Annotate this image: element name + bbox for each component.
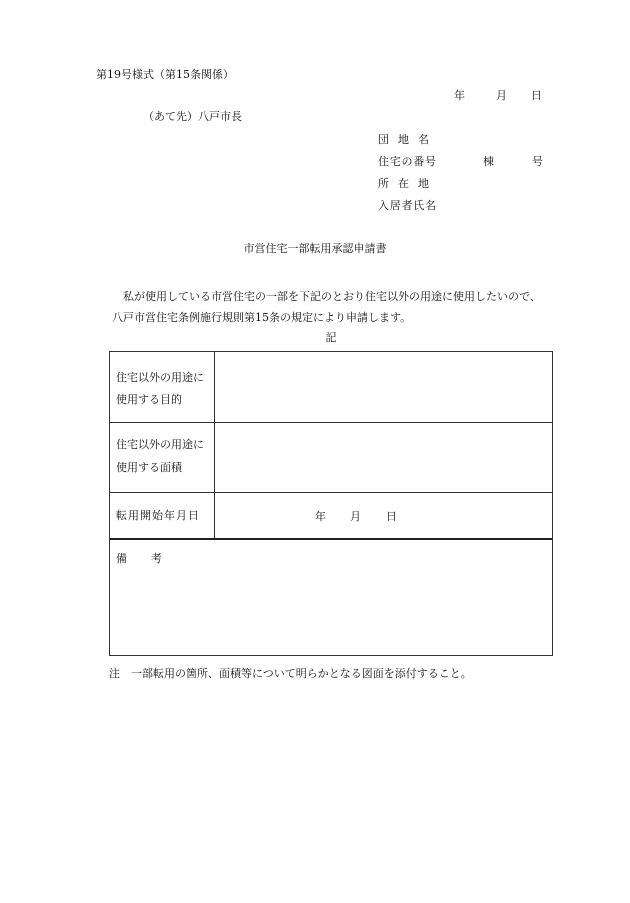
addressee: （あて先）八戸市長 bbox=[143, 110, 242, 123]
area-row bbox=[110, 423, 552, 493]
start-date-label: 転用開始年月日 bbox=[116, 509, 200, 522]
purpose-row bbox=[110, 352, 552, 423]
start-date-row bbox=[110, 493, 552, 540]
application-table bbox=[109, 351, 553, 656]
start-month: 月 bbox=[350, 510, 361, 523]
start-date-label-cell bbox=[110, 493, 215, 538]
purpose-label-line1: 住宅以外の用途に bbox=[116, 371, 204, 384]
start-day: 日 bbox=[386, 510, 397, 523]
date-day: 日 bbox=[531, 89, 542, 102]
date-month: 月 bbox=[496, 89, 507, 102]
ki-heading: 記 bbox=[325, 331, 337, 344]
purpose-label-line2: 使用する目的 bbox=[116, 393, 182, 406]
statement-line-2: 八戸市営住宅条例施行規則第15条の規定により申請します。 bbox=[112, 311, 412, 324]
purpose-label-cell bbox=[110, 352, 215, 422]
remarks-char-2: 考 bbox=[151, 552, 162, 565]
area-label-line1: 住宅以外の用途に bbox=[116, 438, 204, 451]
form-number: 第19号様式（第15条関係） bbox=[96, 68, 234, 81]
start-year: 年 bbox=[315, 510, 326, 523]
application-statement bbox=[112, 286, 572, 328]
area-label-line2: 使用する面積 bbox=[116, 461, 182, 474]
remarks-char-1: 備 bbox=[116, 552, 127, 565]
room-unit-label: 号 bbox=[532, 155, 543, 168]
address-label: 所在地 bbox=[378, 177, 438, 190]
house-number-label: 住宅の番号 bbox=[378, 155, 436, 168]
remarks-label bbox=[116, 550, 162, 566]
resident-name-label: 入居者氏名 bbox=[378, 199, 436, 212]
document-title: 市営住宅一部転用承認申請書 bbox=[243, 242, 387, 255]
submission-date bbox=[0, 90, 542, 101]
danchi-name-label: 団地名 bbox=[378, 133, 438, 146]
date-year: 年 bbox=[454, 89, 465, 102]
building-unit-label: 棟 bbox=[483, 155, 494, 168]
attachment-note: 注 一部転用の箇所、面積等について明らかとなる図面を添付すること。 bbox=[109, 667, 472, 680]
statement-line-1: 私が使用している市営住宅の一部を下記のとおり住宅以外の用途に使用したいので、 bbox=[123, 290, 541, 303]
area-label-cell bbox=[110, 423, 215, 492]
